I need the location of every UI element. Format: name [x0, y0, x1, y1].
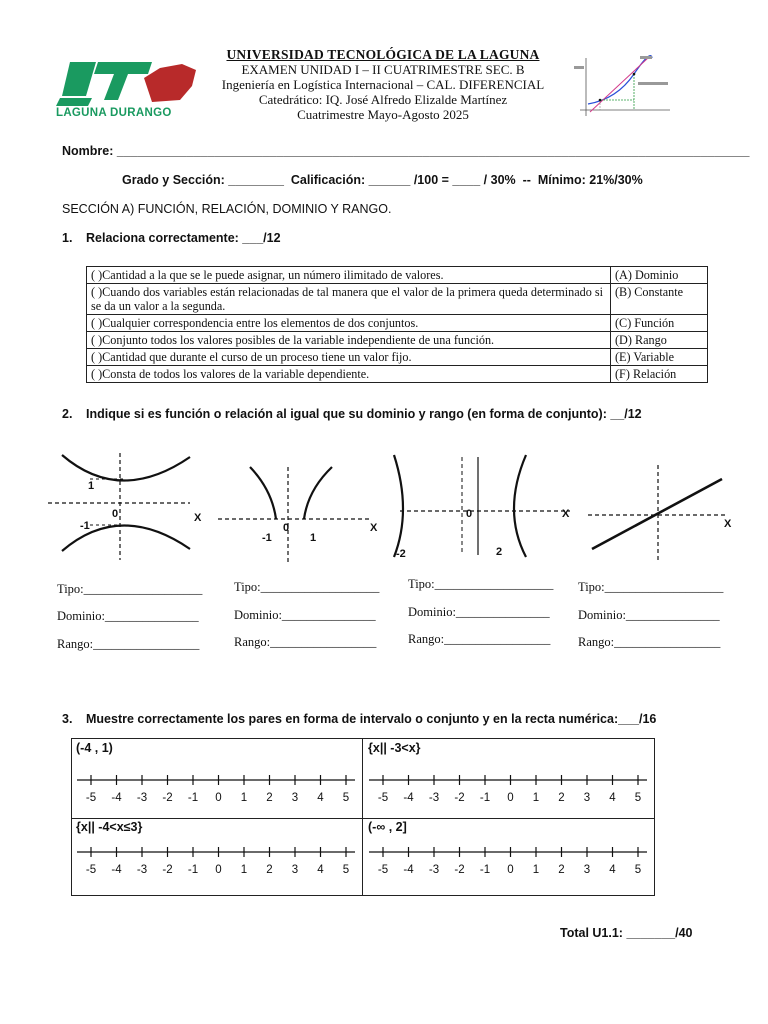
match-definition[interactable]: ( )Cualquier correspondencia entre los elementos de dos conjuntos.	[87, 315, 611, 332]
number-line-tick-label: -5	[85, 864, 97, 876]
tipo-field[interactable]: Tipo:___________________	[57, 582, 203, 596]
number-line-tick-label: -1	[187, 792, 199, 804]
g2-one-label: 1	[310, 532, 317, 544]
number-line-tick-label: 4	[609, 792, 616, 804]
match-definition[interactable]: ( )Cantidad a la que se le puede asignar, un número ilimitado de valores.	[87, 267, 611, 284]
graph3-answers	[408, 577, 553, 647]
g3-zero-label: 0	[466, 508, 473, 520]
interval-cell-2: {x|| -3<x}	[368, 741, 421, 755]
number-line-tick-label: 2	[266, 792, 273, 804]
number-line-tick-label: 0	[507, 792, 514, 804]
number-line-tick-label: 1	[532, 792, 540, 804]
q1-number: 1.	[62, 231, 73, 245]
graph4-answers	[578, 580, 723, 650]
q2-number: 2.	[62, 407, 73, 421]
match-option: (A) Dominio	[611, 267, 708, 284]
number-line-tick-label: 2	[266, 864, 273, 876]
g3-minus-two-label: -2	[396, 548, 406, 560]
dominio-field[interactable]: Dominio:_______________	[234, 608, 376, 622]
match-definition[interactable]: ( )Consta de todos los valores de la variable dependiente.	[87, 366, 611, 383]
number-line-tick-label: -1	[479, 792, 491, 804]
number-line-tick-label: 4	[317, 864, 324, 876]
term: Cuatrimestre Mayo-Agosto 2025	[297, 107, 469, 122]
number-line-tick-label: 3	[291, 792, 299, 804]
rango-field[interactable]: Rango:_________________	[578, 635, 721, 649]
g1-one-label: 1	[88, 480, 95, 492]
graph1-answers	[57, 582, 202, 652]
total-score[interactable]: Total U1.1: _______/40	[560, 926, 693, 940]
number-line-tick-label: 4	[317, 792, 324, 804]
number-line-tick-label: 2	[558, 792, 565, 804]
dominio-field[interactable]: Dominio:_______________	[408, 605, 550, 619]
q3-number: 3.	[62, 712, 73, 726]
match-definition[interactable]: ( )Conjunto todos los valores posibles de la variable independiente de una función.	[87, 332, 611, 349]
match-option: (D) Rango	[611, 332, 708, 349]
tipo-field[interactable]: Tipo:___________________	[234, 580, 380, 594]
number-line-tick-label: 5	[634, 864, 642, 876]
number-line-tick-label: -5	[377, 792, 389, 804]
dominio-field[interactable]: Dominio:_______________	[578, 608, 720, 622]
match-option: (B) Constante	[611, 284, 708, 315]
g1-x-label: X	[194, 512, 202, 524]
interval-cell-1: (-4 , 1)	[76, 741, 113, 755]
g1-zero-label: 0	[112, 508, 119, 520]
g2-x-label: X	[370, 522, 378, 534]
number-line-tick-label: -5	[85, 792, 97, 804]
g4-x-label: X	[724, 518, 732, 530]
match-option: (C) Función	[611, 315, 708, 332]
number-line-tick-label: 0	[215, 864, 222, 876]
table-row	[87, 267, 708, 284]
section-title: SECCIÓN A) FUNCIÓN, RELACIÓN, DOMINIO Y RANGO.	[62, 202, 392, 216]
interval-cell-3: {x|| -4<x≤3}	[76, 820, 143, 834]
exam-title: EXAMEN UNIDAD I – II CUATRIMESTRE SEC. B	[241, 62, 525, 77]
number-line-tick-label: 1	[240, 792, 248, 804]
number-line-tick-label: 5	[634, 792, 642, 804]
table-row	[87, 332, 708, 349]
match-option: (E) Variable	[611, 349, 708, 366]
number-line-tick-label: 3	[583, 792, 591, 804]
number-line-tick-label: 4	[609, 864, 616, 876]
teacher-name: Catedrático: IQ. José Alfredo Elizalde Martínez	[258, 92, 508, 107]
tipo-field[interactable]: Tipo:___________________	[408, 577, 554, 591]
g2-zero-label: 0	[283, 522, 290, 534]
q1-prompt: Relaciona correctamente: ___/12	[86, 231, 281, 245]
tipo-field[interactable]: Tipo:___________________	[578, 580, 724, 594]
number-line-tick-label: 5	[342, 864, 350, 876]
table-row	[87, 366, 708, 383]
program-name: Ingeniería en Logística Internacional – CAL. DIFERENCIAL	[221, 77, 545, 92]
number-line-tick-label: 3	[291, 864, 299, 876]
name-field[interactable]: Nombre: ___________________________________________________________________________________________	[62, 144, 750, 158]
rango-field[interactable]: Rango:_________________	[234, 635, 377, 649]
interval-cell-4: (-∞ , 2]	[368, 820, 407, 834]
matching-table	[86, 266, 708, 383]
q3-prompt: Muestre correctamente los pares en forma de intervalo o conjunto y en la recta numérica:___/16	[86, 712, 657, 726]
number-lines	[71, 738, 653, 894]
number-line-tick-label: -3	[136, 864, 148, 876]
table-row	[87, 315, 708, 332]
number-line-tick-label: -4	[111, 792, 122, 804]
q2-prompt: Indique si es función o relación al igual que su dominio y rango (en forma de conjunto): __/12	[86, 407, 642, 421]
derivative-graph-image	[572, 54, 672, 124]
logo-subtitle: LAGUNA DURANGO	[56, 107, 172, 119]
rango-field[interactable]: Rango:_________________	[408, 632, 551, 646]
table-row	[87, 284, 708, 315]
number-line-tick-label: -3	[136, 792, 148, 804]
g3-two-label: 2	[496, 546, 503, 558]
graph2-answers	[234, 580, 379, 650]
number-line-tick-label: 0	[215, 792, 222, 804]
rango-field[interactable]: Rango:_________________	[57, 637, 200, 651]
g2-minus-one-label: -1	[262, 532, 272, 544]
number-line-tick-label: -1	[479, 864, 491, 876]
number-line-tick-label: -1	[187, 864, 199, 876]
number-line-tick-label: 3	[583, 864, 591, 876]
number-line-tick-label: -2	[454, 864, 465, 876]
number-line-tick-label: 1	[240, 864, 248, 876]
number-line-tick-label: 2	[558, 864, 565, 876]
university-name: UNIVERSIDAD TECNOLÓGICA DE LA LAGUNA	[226, 47, 540, 62]
number-line-tick-label: 5	[342, 792, 350, 804]
number-line-tick-label: 1	[532, 864, 540, 876]
number-line-tick-label: -4	[403, 864, 414, 876]
match-definition[interactable]: ( )Cantidad que durante el curso de un proceso tiene un valor fijo.	[87, 349, 611, 366]
grade-line[interactable]: Grado y Sección: ________ Calificación: ______ /100 = ____ / 30% -- Mínimo: 21%/30%	[122, 173, 643, 187]
number-line-tick-label: 0	[507, 864, 514, 876]
number-line-tick-label: -5	[377, 864, 389, 876]
number-line-tick-label: -3	[428, 792, 440, 804]
number-line-tick-label: -4	[403, 792, 414, 804]
number-line-tick-label: -2	[162, 864, 173, 876]
dominio-field[interactable]: Dominio:_______________	[57, 609, 199, 623]
table-row	[87, 349, 708, 366]
q2-graphs	[40, 445, 740, 575]
header-block	[200, 47, 566, 122]
match-definition[interactable]: ( )Cuando dos variables están relacionadas de tal manera que el valor de la primera queda determinado si se da un valor a la segunda.	[87, 284, 611, 315]
number-line-tick-label: -2	[162, 792, 173, 804]
g3-x-label: X	[562, 508, 570, 520]
number-line-tick-label: -2	[454, 792, 465, 804]
g1-minus-one-label: -1	[80, 520, 90, 532]
number-line-tick-label: -3	[428, 864, 440, 876]
match-option: (F) Relación	[611, 366, 708, 383]
number-line-tick-label: -4	[111, 864, 122, 876]
